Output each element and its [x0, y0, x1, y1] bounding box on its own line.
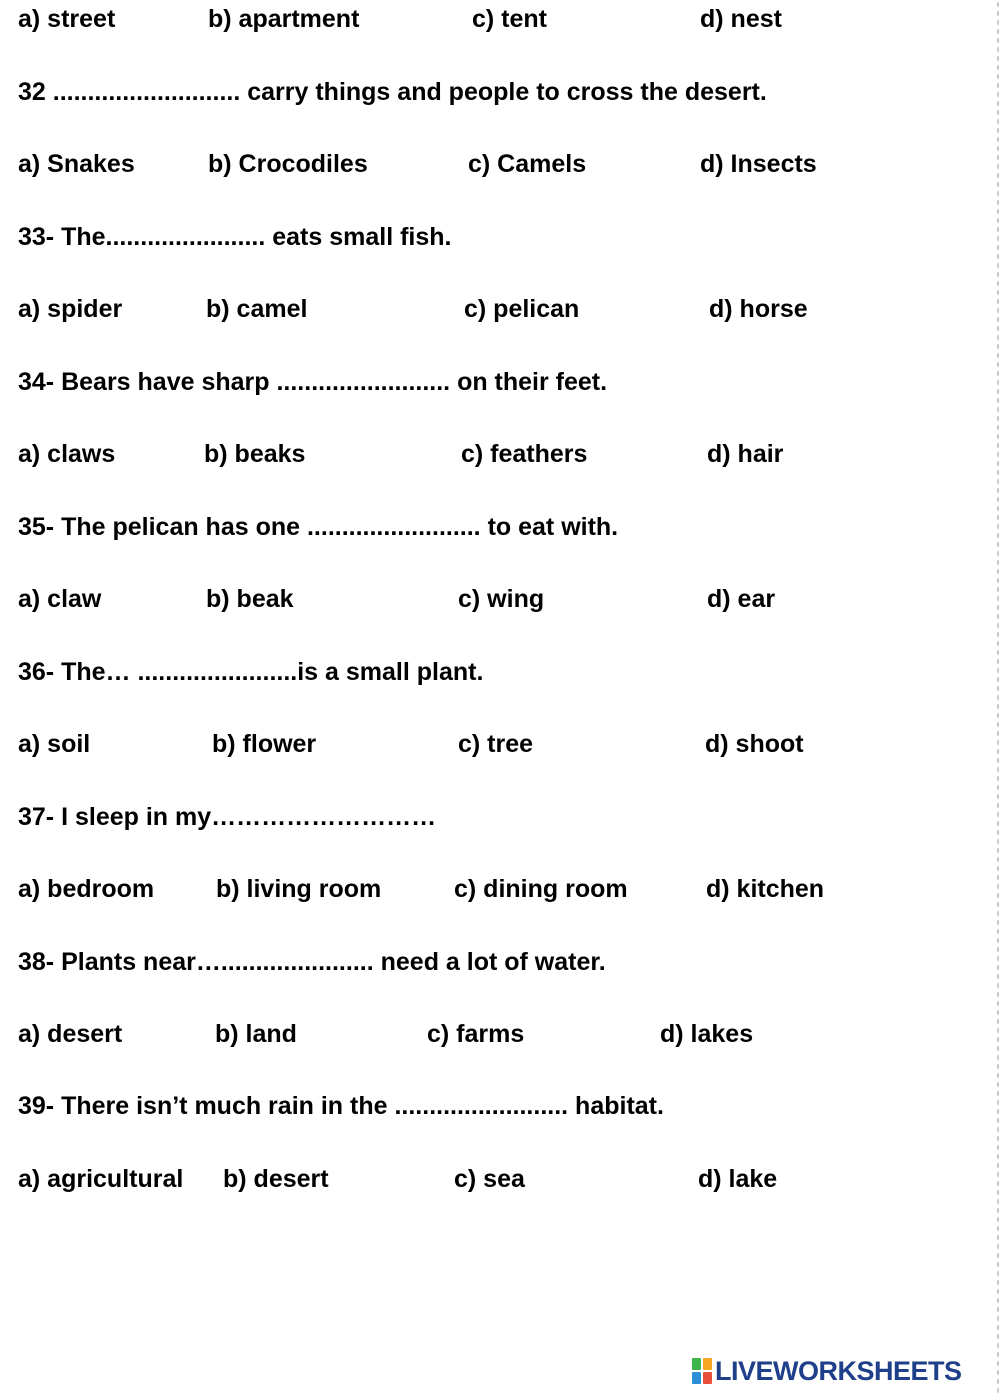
- question-39: 39- There isn’t much rain in the ......................... habitat.: [18, 1092, 664, 1120]
- option[interactable]: b) living room: [216, 875, 382, 903]
- option[interactable]: b) flower: [212, 730, 317, 758]
- option[interactable]: a) Snakes: [18, 150, 135, 178]
- option[interactable]: c) farms: [427, 1020, 525, 1048]
- option[interactable]: b) beak: [206, 585, 294, 613]
- option[interactable]: a) desert: [18, 1020, 123, 1048]
- question-33: 33- The....................... eats small fish.: [18, 223, 452, 251]
- option[interactable]: d) Insects: [700, 150, 817, 178]
- option[interactable]: d) ear: [707, 585, 776, 613]
- option[interactable]: b) apartment: [208, 5, 360, 33]
- option[interactable]: d) kitchen: [706, 875, 825, 903]
- option[interactable]: c) feathers: [461, 440, 588, 468]
- option[interactable]: c) sea: [454, 1165, 525, 1193]
- liveworksheets-logo-text: LIVEWORKSHEETS: [715, 1355, 962, 1386]
- page-edge-dots: [996, 0, 1000, 1396]
- option[interactable]: a) soil: [18, 730, 91, 758]
- option[interactable]: d) lake: [698, 1165, 778, 1193]
- option[interactable]: c) tent: [472, 5, 547, 33]
- option[interactable]: b) land: [215, 1020, 297, 1048]
- question-36: 36- The… .......................is a small plant.: [18, 658, 484, 686]
- option[interactable]: d) shoot: [705, 730, 804, 758]
- liveworksheets-logo[interactable]: [692, 1355, 962, 1387]
- option[interactable]: d) lakes: [660, 1020, 754, 1048]
- option[interactable]: a) claws: [18, 440, 116, 468]
- question-34: 34- Bears have sharp ......................... on their feet.: [18, 368, 608, 396]
- option[interactable]: b) desert: [223, 1165, 329, 1193]
- option[interactable]: a) spider: [18, 295, 123, 323]
- option[interactable]: c) dining room: [454, 875, 628, 903]
- option[interactable]: d) hair: [707, 440, 784, 468]
- option[interactable]: c) tree: [458, 730, 534, 758]
- option[interactable]: b) beaks: [204, 440, 306, 468]
- option[interactable]: d) nest: [700, 5, 782, 33]
- question-32: 32 ........................... carry things and people to cross the desert.: [18, 78, 767, 106]
- question-35: 35- The pelican has one ......................... to eat with.: [18, 513, 619, 541]
- question-37: 37- I sleep in my………………………: [18, 803, 437, 831]
- liveworksheets-logo-icon: [692, 1358, 712, 1384]
- option[interactable]: a) street: [18, 5, 116, 33]
- option[interactable]: a) agricultural: [18, 1165, 184, 1193]
- option[interactable]: b) Crocodiles: [208, 150, 368, 178]
- option[interactable]: d) horse: [709, 295, 808, 323]
- option[interactable]: c) wing: [458, 585, 545, 613]
- option[interactable]: a) bedroom: [18, 875, 155, 903]
- option[interactable]: a) claw: [18, 585, 102, 613]
- question-38: 38- Plants near…...................... need a lot of water.: [18, 948, 606, 976]
- option[interactable]: b) camel: [206, 295, 308, 323]
- option[interactable]: c) Camels: [468, 150, 587, 178]
- option[interactable]: c) pelican: [464, 295, 580, 323]
